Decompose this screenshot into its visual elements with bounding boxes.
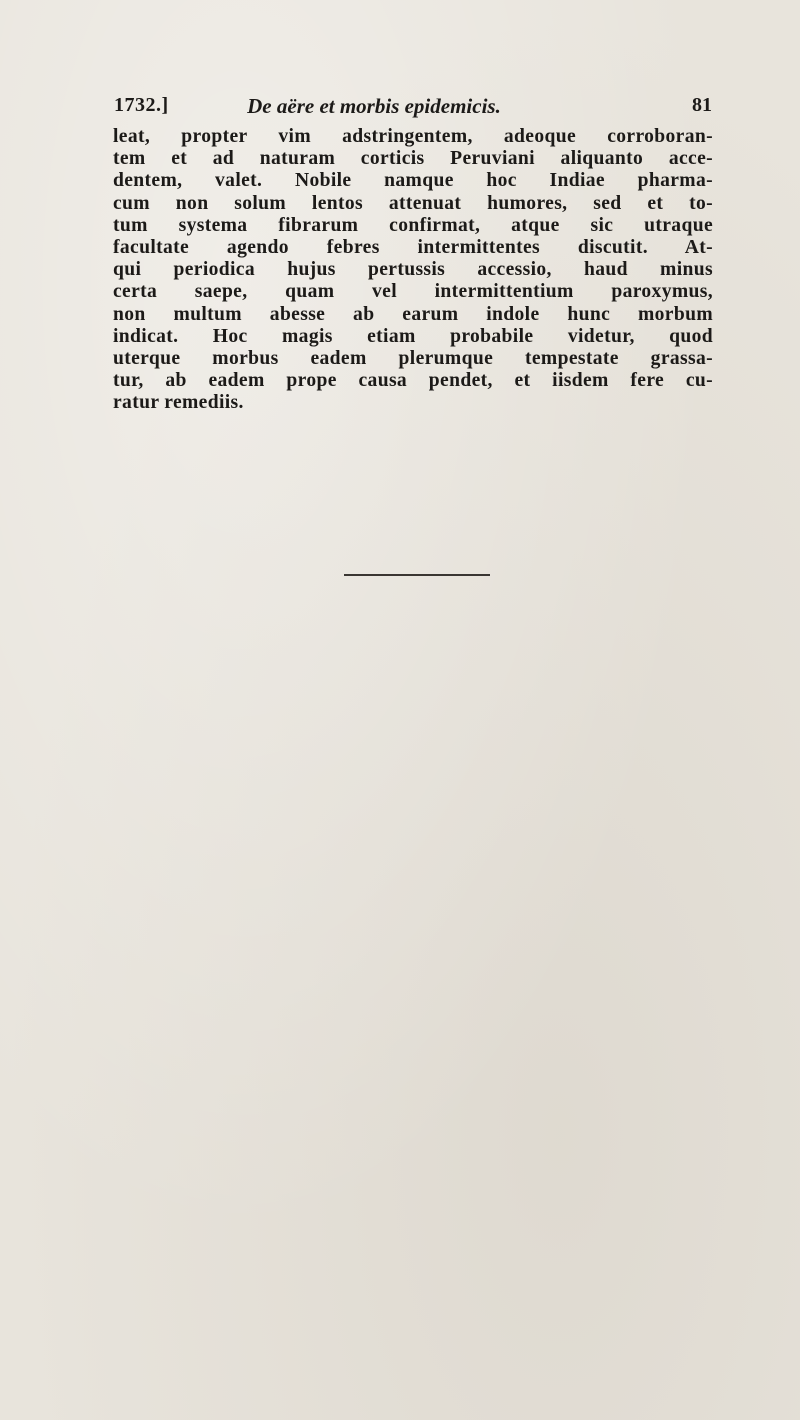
- body-paragraph: [113, 126, 713, 415]
- text-line: qui periodica hujus pertussis accessio, haud minus: [113, 259, 713, 281]
- running-head-year: 1732.]: [114, 94, 169, 116]
- text-line: non multum abesse ab earum indole hunc morbum: [113, 303, 713, 325]
- page-number: 81: [692, 94, 712, 116]
- running-head: [114, 94, 714, 124]
- text-line: tem et ad naturam corticis Peruviani aliquanto acce-: [113, 148, 713, 170]
- text-line: certa saepe, quam vel intermittentium paroxymus,: [113, 281, 713, 303]
- text-line: tum systema fibrarum confirmat, atque sic utraque: [113, 214, 713, 236]
- text-line: tur, ab eadem prope causa pendet, et iisdem fere cu-: [113, 370, 713, 392]
- text-line-last: ratur remediis.: [113, 392, 244, 414]
- text-line: leat, propter vim adstringentem, adeoque corroboran-: [113, 126, 713, 147]
- running-head-title: De aëre et morbis epidemicis.: [247, 94, 501, 118]
- text-line: cum non solum lentos attenuat humores, sed et to-: [113, 192, 713, 214]
- text-line: uterque morbus eadem plerumque tempestate grassa-: [113, 348, 713, 370]
- text-line: indicat. Hoc magis etiam probabile videtur, quod: [113, 325, 713, 347]
- text-line: facultate agendo febres intermittentes discutit. At-: [113, 237, 713, 259]
- text-line: dentem, valet. Nobile namque hoc Indiae pharma-: [113, 170, 713, 192]
- section-divider-rule: [344, 574, 490, 576]
